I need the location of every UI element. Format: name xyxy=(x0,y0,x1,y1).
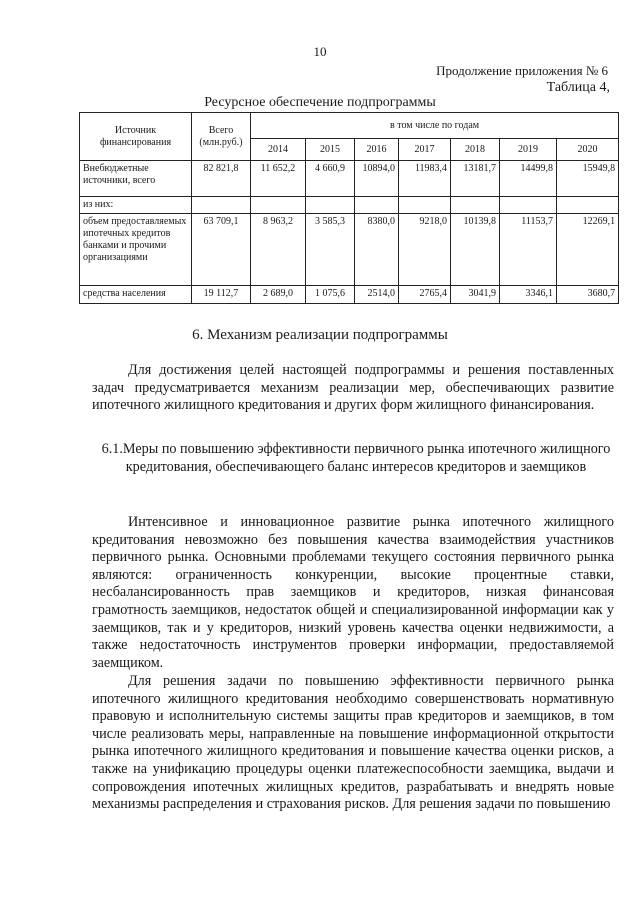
row-total: 82 821,8 xyxy=(192,161,251,197)
section-title: 6. Механизм реализации подпрограммы xyxy=(192,327,448,343)
cell-value: 15949,8 xyxy=(557,161,619,197)
cell-value: 9218,0 xyxy=(399,214,451,286)
cell-value: 11 652,2 xyxy=(251,161,306,197)
paragraph xyxy=(92,673,614,814)
paragraph-text: Для достижения целей настоящей подпрограммы и решения поставленных задач предусматривается механизм реализации мер, обеспечивающих развитие ипотечного жилищного кредитования и других форм жилищного финансирования. xyxy=(92,362,614,414)
cell-value: 3680,7 xyxy=(557,286,619,304)
header-year: 2020 xyxy=(557,139,619,161)
page-number: 10 xyxy=(313,44,327,59)
table-number: Таблица 4, xyxy=(546,80,610,95)
header-year: 2016 xyxy=(355,139,399,161)
cell-value: 8 963,2 xyxy=(251,214,306,286)
table-row xyxy=(80,286,619,304)
cell-value: 3346,1 xyxy=(500,286,557,304)
table-row xyxy=(80,161,619,197)
row-label: Внебюджетные источники, всего xyxy=(80,161,192,197)
cell-value: 10139,8 xyxy=(451,214,500,286)
cell-value: 14499,8 xyxy=(500,161,557,197)
table-row xyxy=(80,214,619,286)
cell-value: 3 585,3 xyxy=(306,214,355,286)
paragraph-text: Для решения задачи по повышению эффективности первичного рынка ипотечного жилищного кредитования необходимо совершенствовать нормативную правовую и исполнительную системы защиты прав кредиторов и заемщиков, в том числе реализовать меры, направленные на повышение информационной открытости рынка ипотечного жилищного кредитования и повышение качества оценки рисков, а также на унификацию процедуры оценки платежеспособности заемщика, выдачи и сопровождения ипотечных жилищных кредитов, разрабатывать и внедрять новые механизмы распределения и страхования рисков. Для решения задачи по повышению xyxy=(92,673,614,813)
table-title: Ресурсное обеспечение подпрограммы xyxy=(204,95,436,110)
paragraph xyxy=(92,362,614,415)
cell-value: 2765,4 xyxy=(399,286,451,304)
cell-value: 13181,7 xyxy=(451,161,500,197)
row-total: 63 709,1 xyxy=(192,214,251,286)
cell-value: 8380,0 xyxy=(355,214,399,286)
cell-value: 11983,4 xyxy=(399,161,451,197)
subsection-title: 6.1.Меры по повышению эффективности первичного рынка ипотечного жилищного кредитования, обеспечивающего баланс интересов кредиторов и заемщиков xyxy=(101,441,611,475)
cell-value: 2 689,0 xyxy=(251,286,306,304)
resource-table xyxy=(79,112,619,304)
cell-value: 12269,1 xyxy=(557,214,619,286)
header-year: 2017 xyxy=(399,139,451,161)
header-year: 2014 xyxy=(251,139,306,161)
row-label: средства населения xyxy=(80,286,192,304)
cell-value: 1 075,6 xyxy=(306,286,355,304)
row-label: из них: xyxy=(80,197,192,214)
cell-value: 3041,9 xyxy=(451,286,500,304)
cell-value: 10894,0 xyxy=(355,161,399,197)
header-year: 2019 xyxy=(500,139,557,161)
appendix-continuation: Продолжение приложения № 6 xyxy=(436,63,608,78)
paragraph xyxy=(92,514,614,672)
header-years-group: в том числе по годам xyxy=(251,113,619,139)
cell-value: 11153,7 xyxy=(500,214,557,286)
header-source: Источник финансирования xyxy=(80,113,192,161)
header-year: 2018 xyxy=(451,139,500,161)
header-total: Всего (млн.руб.) xyxy=(192,113,251,161)
row-label: объем предоставляемых ипотечных кредитов банками и прочими организациями xyxy=(80,214,192,286)
cell-value: 4 660,9 xyxy=(306,161,355,197)
row-total: 19 112,7 xyxy=(192,286,251,304)
table-row xyxy=(80,197,619,214)
header-year: 2015 xyxy=(306,139,355,161)
cell-value: 2514,0 xyxy=(355,286,399,304)
paragraph-text: Интенсивное и инновационное развитие рынка ипотечного жилищного кредитования невозможно без повышения качества взаимодействия участников первичного рынка. Основными проблемами текущего состояния первичного рынка являются: ограниченность конкуренции, высокие процентные ставки, несбалансированность прав заемщиков и кредиторов, низкая финансовая грамотность заемщиков, недостаток общей и специализированной информации как у заемщиков, так и у кредиторов, низкий уровень качества оценки недвижимости, а также недостаточность инструментов проверки информации, предоставляемой заемщиком. xyxy=(92,514,614,671)
